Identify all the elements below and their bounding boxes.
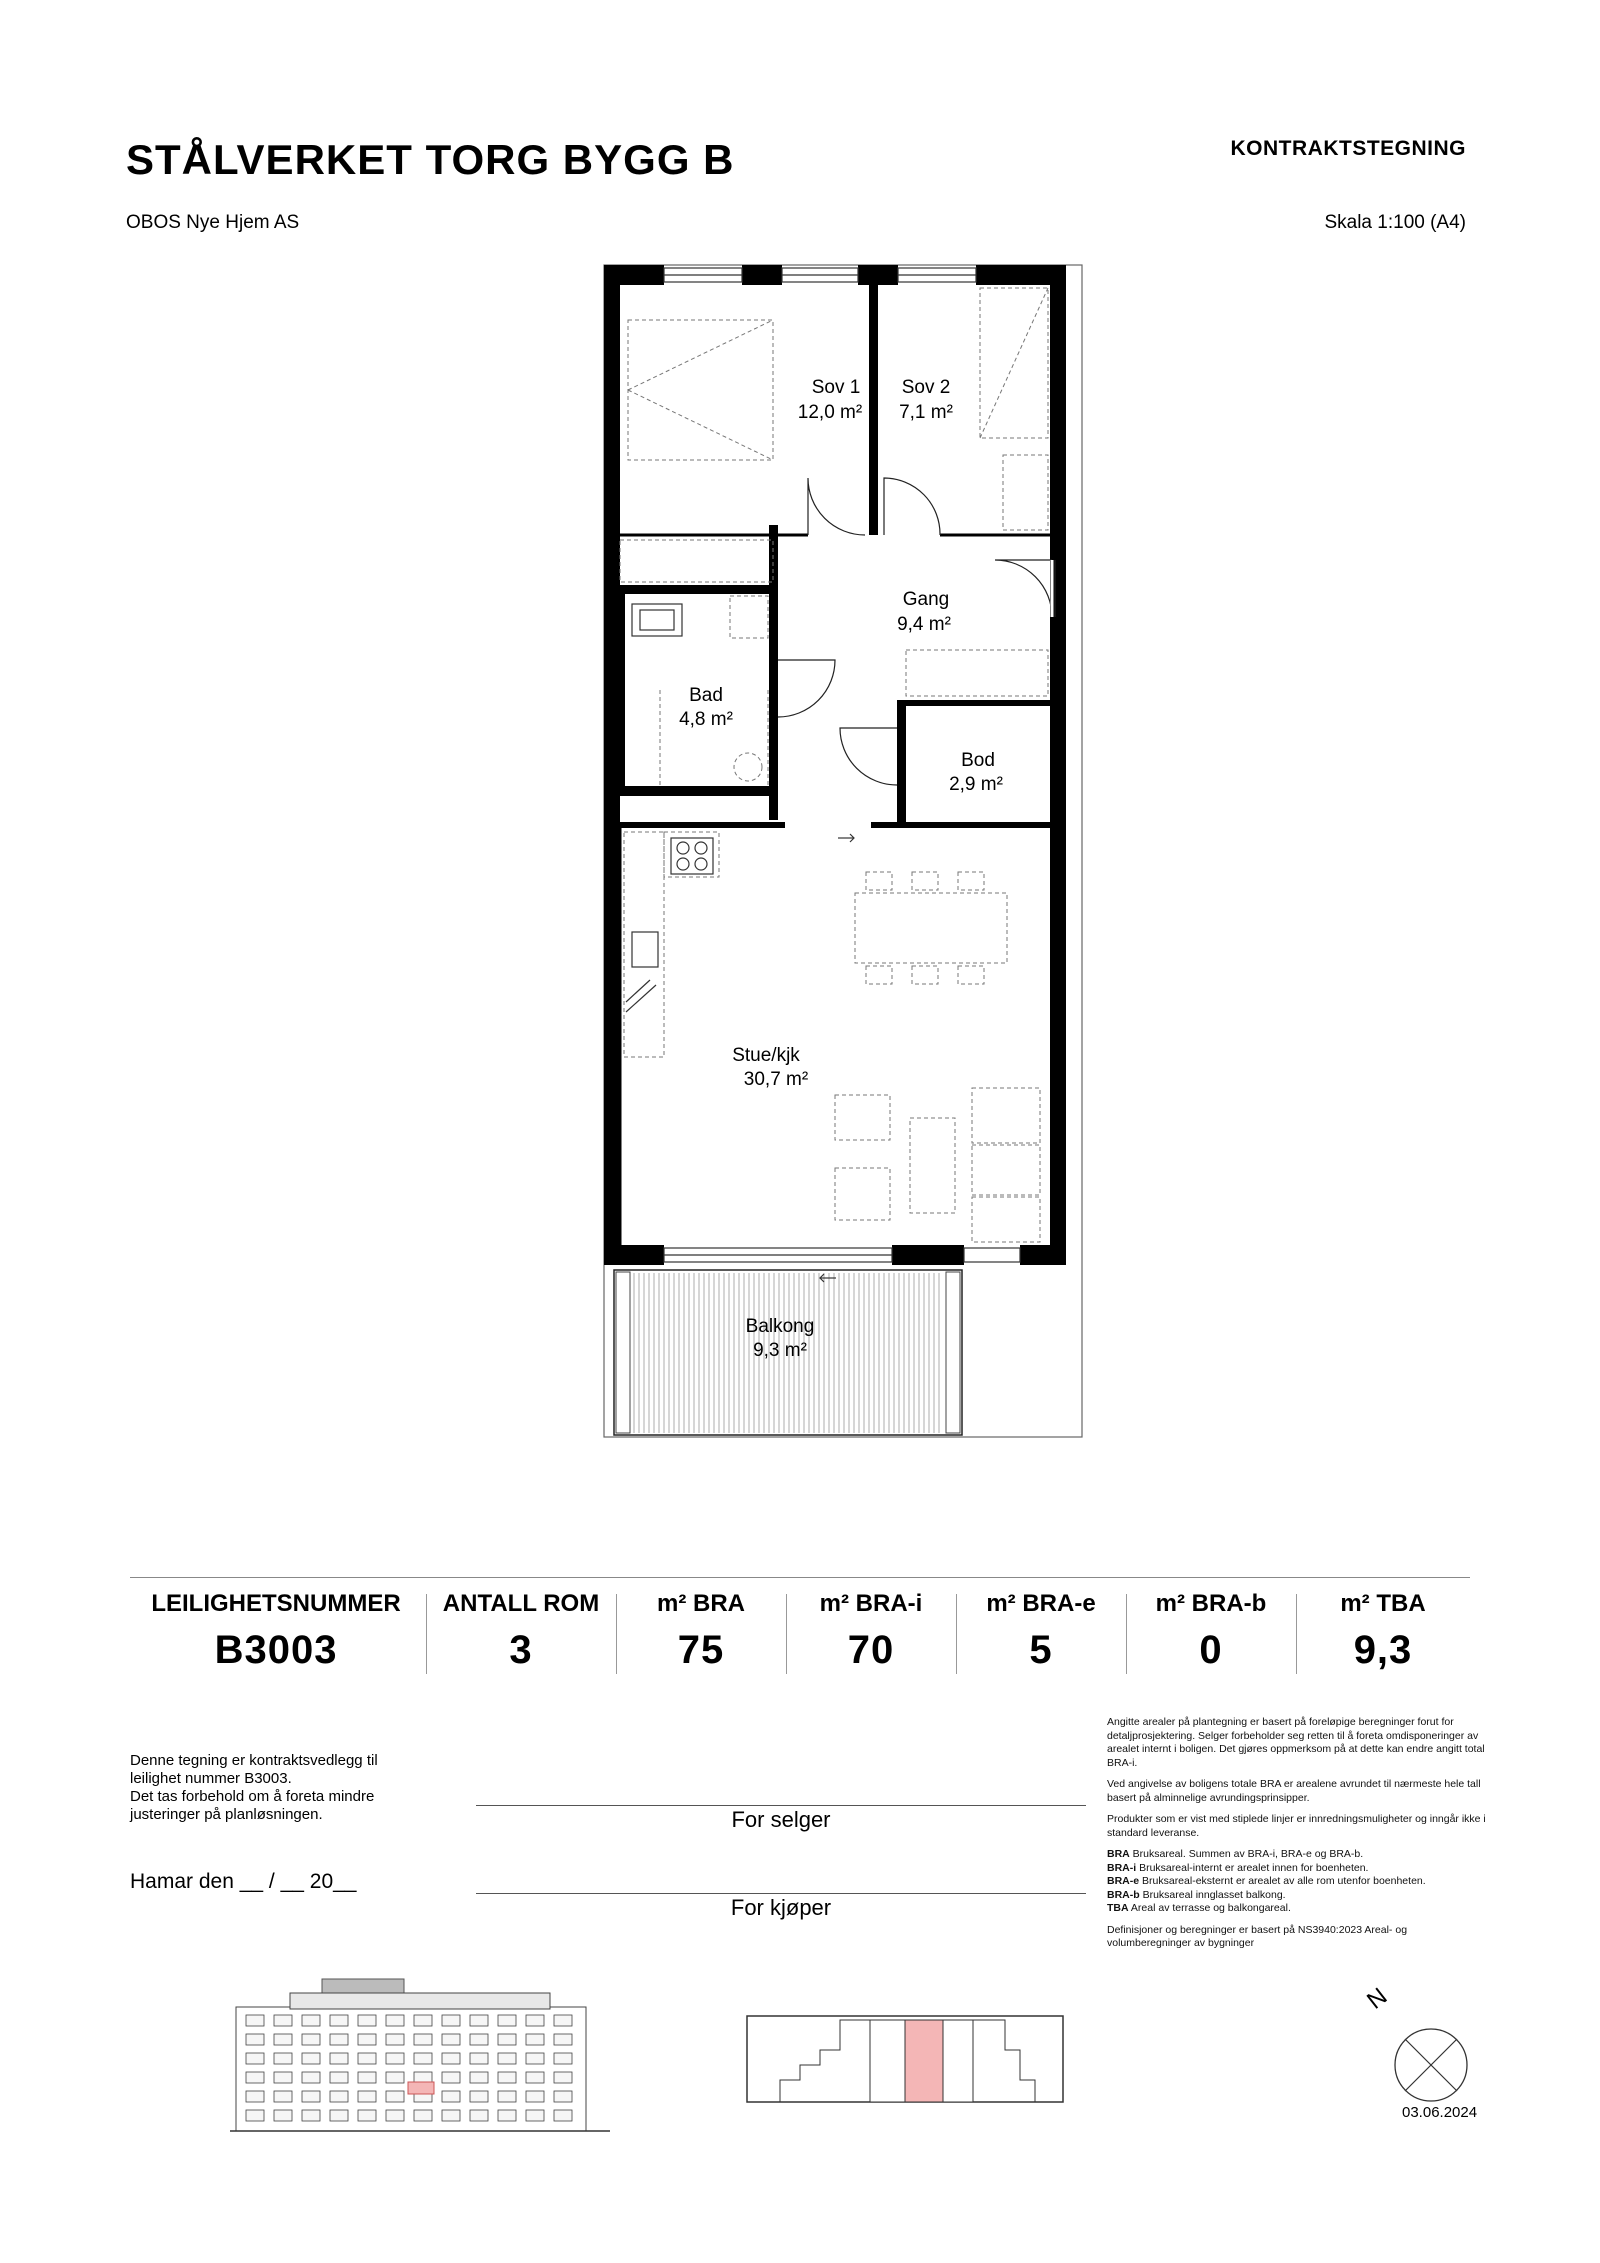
col-value: 5: [1029, 1628, 1053, 1672]
notes-paragraph: Ved angivelse av boligens totale BRA er arealene avrundet til nærmeste hele tall basert på alminnelige avrundingsprinsipper.: [1107, 1778, 1481, 1804]
definition-item: BRA Bruksareal. Summen av BRA-i, BRA-e og BRA-b.: [1107, 1848, 1364, 1860]
room-name-gang: Gang: [902, 589, 950, 610]
room-area-stue: 30,7 m²: [743, 1069, 809, 1090]
key-plan: [745, 2010, 1065, 2110]
scale-label: Skala 1:100 (A4): [1324, 212, 1466, 233]
project-title: STÅLVERKET TORG BYGG B: [126, 136, 735, 183]
definition-item: BRA-e Bruksareal-eksternt er arealet av alle rom utenfor boenheten.: [1107, 1875, 1426, 1887]
col-header: m² TBA: [1340, 1590, 1426, 1617]
col-header: m² BRA-e: [986, 1590, 1096, 1617]
col-header: ANTALL ROM: [442, 1590, 600, 1617]
buyer-signature-line[interactable]: [476, 1893, 1086, 1894]
definitions: [1107, 1848, 1487, 1916]
definition-item: BRA-b Bruksareal innglasset balkong.: [1107, 1888, 1286, 1901]
col-room-count: [426, 1590, 616, 1670]
room-name-stue: Stue/kjk: [732, 1045, 800, 1066]
col-header: m² BRA-b: [1155, 1590, 1267, 1617]
area-notes: [1107, 1716, 1487, 1959]
col-bra: [616, 1590, 786, 1670]
room-area-gang: 9,4 m²: [897, 614, 951, 635]
contract-note-line: leilighet nummer B3003.: [130, 1770, 292, 1787]
contract-note: [130, 1752, 450, 1824]
room-name-bod: Bod: [961, 750, 995, 771]
building-elevation: [230, 1975, 610, 2135]
seller-label: For selger: [731, 1807, 831, 1832]
col-tba: [1296, 1590, 1470, 1670]
col-header: m² BRA: [657, 1590, 745, 1617]
col-value: 9,3: [1353, 1628, 1413, 1672]
room-area-bad: 4,8 m²: [679, 709, 733, 730]
contract-note-line: justeringer på planløsningen.: [130, 1806, 323, 1823]
room-name-bad: Bad: [689, 685, 723, 706]
col-header: LEILIGHETSNUMMER: [151, 1590, 401, 1617]
col-value: 70: [847, 1628, 895, 1672]
notes-paragraph: Definisjoner og beregninger er basert på NS3940:2023 Areal- og volumberegninger av bygninger: [1107, 1923, 1408, 1949]
definition-item: BRA-i Bruksareal-internt er arealet innen for boenheten.: [1107, 1861, 1369, 1874]
room-area-sov1: 12,0 m²: [797, 402, 863, 423]
seller-signature-line[interactable]: [476, 1805, 1086, 1806]
col-value: 0: [1199, 1628, 1223, 1672]
col-header: m² BRA-i: [819, 1590, 923, 1617]
room-name-sov1: Sov 1: [811, 377, 861, 398]
definition-item: TBA Areal av terrasse og balkongareal.: [1107, 1902, 1291, 1914]
north-label: N: [1362, 1982, 1393, 2015]
col-value: 3: [509, 1628, 533, 1672]
col-apartment-number: [126, 1590, 426, 1670]
col-bra-e: [956, 1590, 1126, 1670]
buyer-label: For kjøper: [730, 1895, 832, 1920]
notes-paragraph: Produkter som er vist med stiplede linjer er innredningsmuligheter og inngår ikke i standard leveranse.: [1107, 1813, 1486, 1839]
contract-note-line: Det tas forbehold om å foreta mindre: [130, 1788, 375, 1805]
room-area-sov2: 7,1 m²: [899, 402, 953, 423]
place-date: Hamar den __ / __ 20__: [130, 1870, 357, 1893]
summary-table: [126, 1590, 1470, 1670]
room-area-balkong: 9,3 m²: [753, 1340, 807, 1361]
col-bra-i: [786, 1590, 956, 1670]
document-type: KONTRAKTSTEGNING: [1230, 137, 1466, 160]
room-name-balkong: Balkong: [745, 1316, 815, 1337]
col-bra-b: [1126, 1590, 1296, 1670]
table-divider: [130, 1577, 1470, 1578]
col-value: 75: [677, 1628, 725, 1672]
room-area-bod: 2,9 m²: [949, 774, 1003, 795]
compass: [1355, 1980, 1505, 2105]
col-value: B3003: [214, 1628, 338, 1672]
notes-paragraph: Angitte arealer på plantegning er basert på foreløpige beregninger forut for detaljprosjektering. Selger forbeholder seg retten til å foreta omdisponeringer av arealet internt i boligen. Det gjøres oppmerksom på at dette kan endre angitt total BRA-i.: [1107, 1716, 1485, 1769]
contract-note-line: Denne tegning er kontraktsvedlegg til: [130, 1752, 378, 1769]
drawing-date: 03.06.2024: [1402, 2104, 1478, 2121]
company-name: OBOS Nye Hjem AS: [126, 212, 300, 233]
room-name-sov2: Sov 2: [901, 377, 951, 398]
